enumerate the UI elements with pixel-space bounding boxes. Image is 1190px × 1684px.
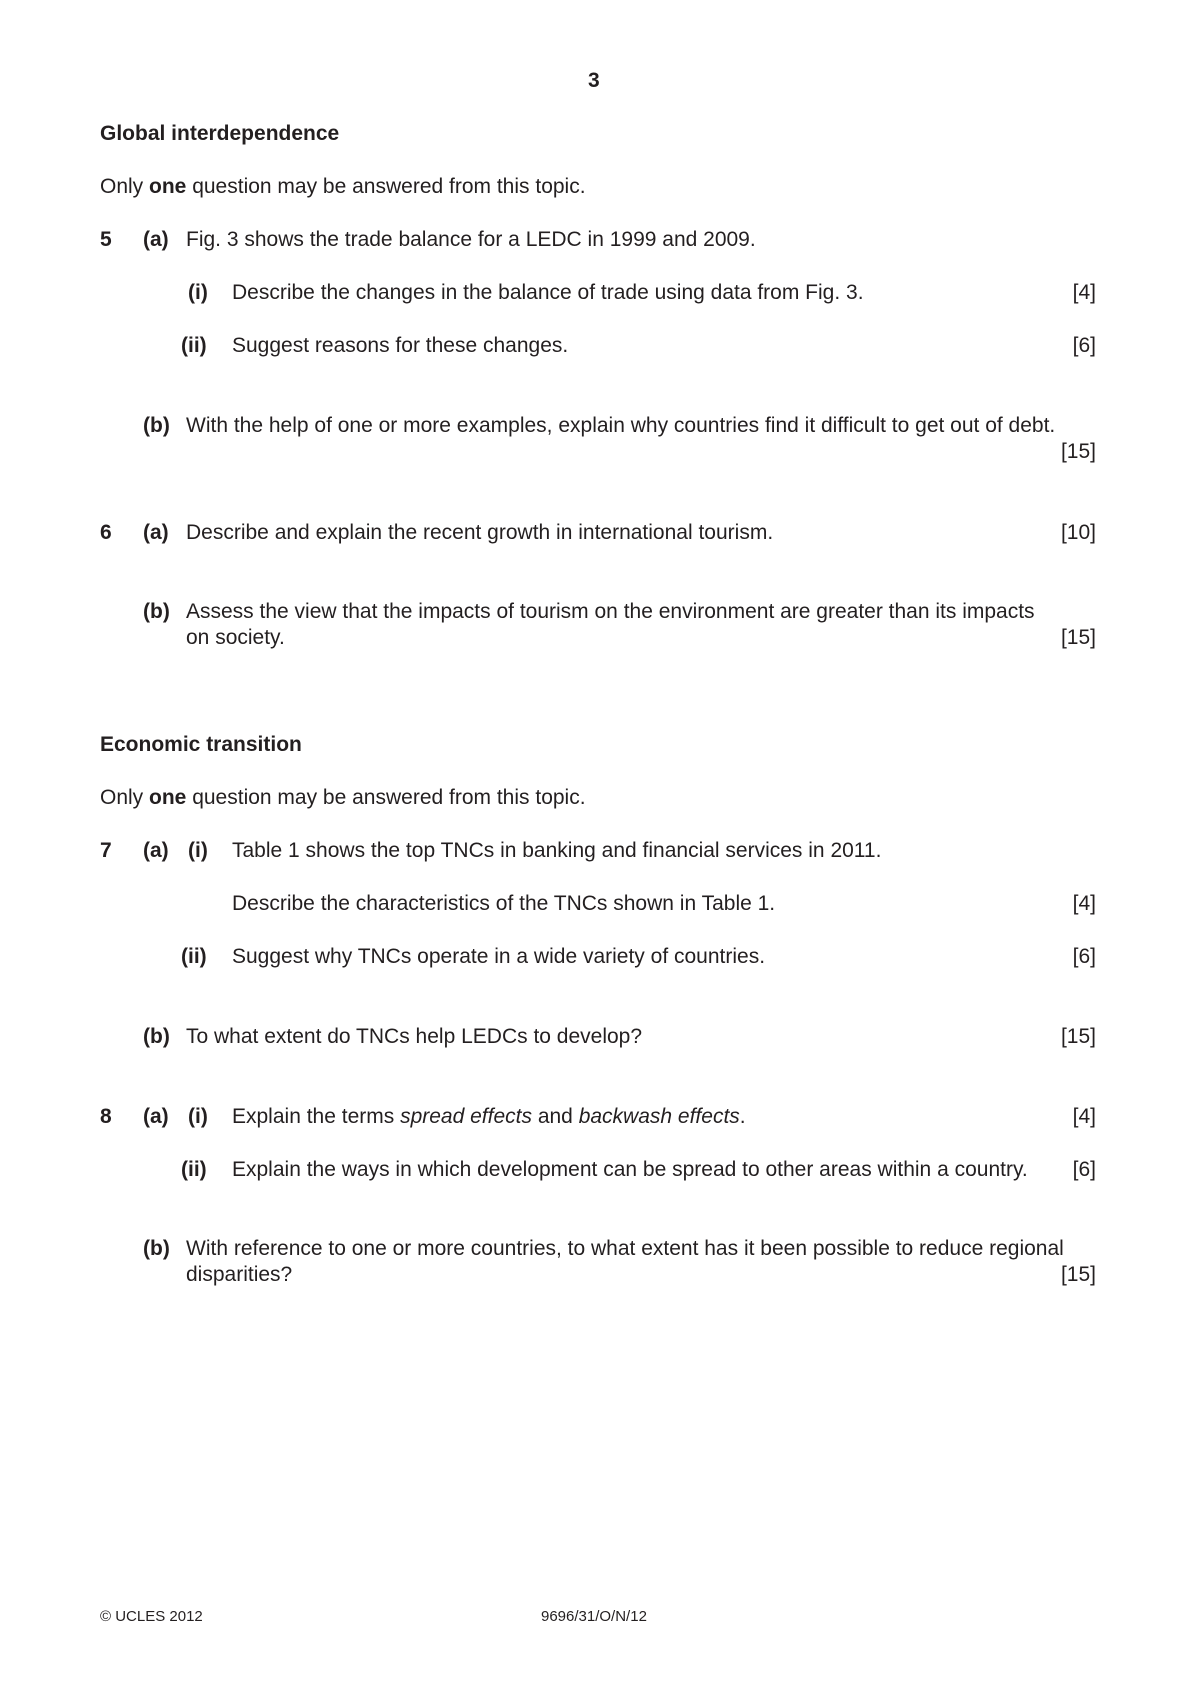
section-title-economic-transition: Economic transition	[100, 733, 302, 756]
footer-paper-code: 9696/31/O/N/12	[541, 1608, 647, 1625]
part-label-6b: (b)	[143, 600, 170, 623]
subpart-label-5a-i: (i)	[188, 281, 208, 304]
subpart-label-7a-i: (i)	[188, 839, 208, 862]
question-6a-text: Describe and explain the recent growth in international tourism.	[186, 521, 774, 544]
question-5a-text: Fig. 3 shows the trade balance for a LEDC in 1999 and 2009.	[186, 228, 756, 251]
marks-6a: [10]	[1060, 521, 1096, 544]
part-label-6a: (a)	[143, 521, 169, 544]
question-8b-text: With reference to one or more countries, to what extent has it been possible to reduce regional	[186, 1237, 1064, 1260]
subpart-label-7a-ii: (ii)	[181, 945, 207, 968]
marks-5a-i: [4]	[1072, 281, 1096, 304]
question-6b-text-cont: on society.	[186, 626, 285, 649]
footer-copyright: © UCLES 2012	[100, 1608, 203, 1625]
part-label-5a: (a)	[143, 228, 169, 251]
subpart-label-5a-ii: (ii)	[181, 334, 207, 357]
question-5b-text: With the help of one or more examples, explain why countries find it difficult to get out of debt.	[186, 414, 1056, 437]
question-6b-text: Assess the view that the impacts of tourism on the environment are greater than its impacts	[186, 600, 1035, 623]
section-instruction: Only one question may be answered from this topic.	[100, 786, 586, 809]
question-7a-ii-text: Suggest why TNCs operate in a wide variety of countries.	[232, 945, 766, 968]
part-label-5b: (b)	[143, 414, 170, 437]
section-instruction: Only one question may be answered from this topic.	[100, 175, 586, 198]
question-8b-text-cont: disparities?	[186, 1263, 293, 1286]
marks-8a-ii: [6]	[1072, 1158, 1096, 1181]
subpart-label-8a-ii: (ii)	[181, 1158, 207, 1181]
part-label-7b: (b)	[143, 1025, 170, 1048]
question-8a-ii-text: Explain the ways in which development can be spread to other areas within a country.	[232, 1158, 1028, 1181]
part-label-8b: (b)	[143, 1237, 170, 1260]
question-7a-i-text: Table 1 shows the top TNCs in banking and financial services in 2011.	[232, 839, 882, 862]
marks-8b: [15]	[1060, 1263, 1096, 1286]
marks-7b: [15]	[1060, 1025, 1096, 1048]
question-number-5: 5	[100, 228, 112, 251]
marks-7a-ii: [6]	[1072, 945, 1096, 968]
question-8a-i-text: Explain the terms spread effects and backwash effects.	[232, 1105, 746, 1128]
part-label-7a: (a)	[143, 839, 169, 862]
part-label-8a: (a)	[143, 1105, 169, 1128]
marks-5b: [15]	[1060, 440, 1096, 463]
term-spread-effects: spread effects	[400, 1105, 532, 1128]
question-number-7: 7	[100, 839, 112, 862]
page-number: 3	[588, 69, 600, 92]
question-5a-ii-text: Suggest reasons for these changes.	[232, 334, 569, 357]
subpart-label-8a-i: (i)	[188, 1105, 208, 1128]
marks-8a-i: [4]	[1072, 1105, 1096, 1128]
section-title-global-interdependence: Global interdependence	[100, 122, 340, 145]
question-7a-i-task: Describe the characteristics of the TNCs shown in Table 1.	[232, 892, 776, 915]
term-backwash-effects: backwash effects	[578, 1105, 740, 1128]
question-5a-i-text: Describe the changes in the balance of trade using data from Fig. 3.	[232, 281, 864, 304]
question-7b-text: To what extent do TNCs help LEDCs to develop?	[186, 1025, 643, 1048]
marks-6b: [15]	[1060, 626, 1096, 649]
question-number-8: 8	[100, 1105, 112, 1128]
marks-5a-ii: [6]	[1072, 334, 1096, 357]
marks-7a-i: [4]	[1072, 892, 1096, 915]
question-number-6: 6	[100, 521, 112, 544]
